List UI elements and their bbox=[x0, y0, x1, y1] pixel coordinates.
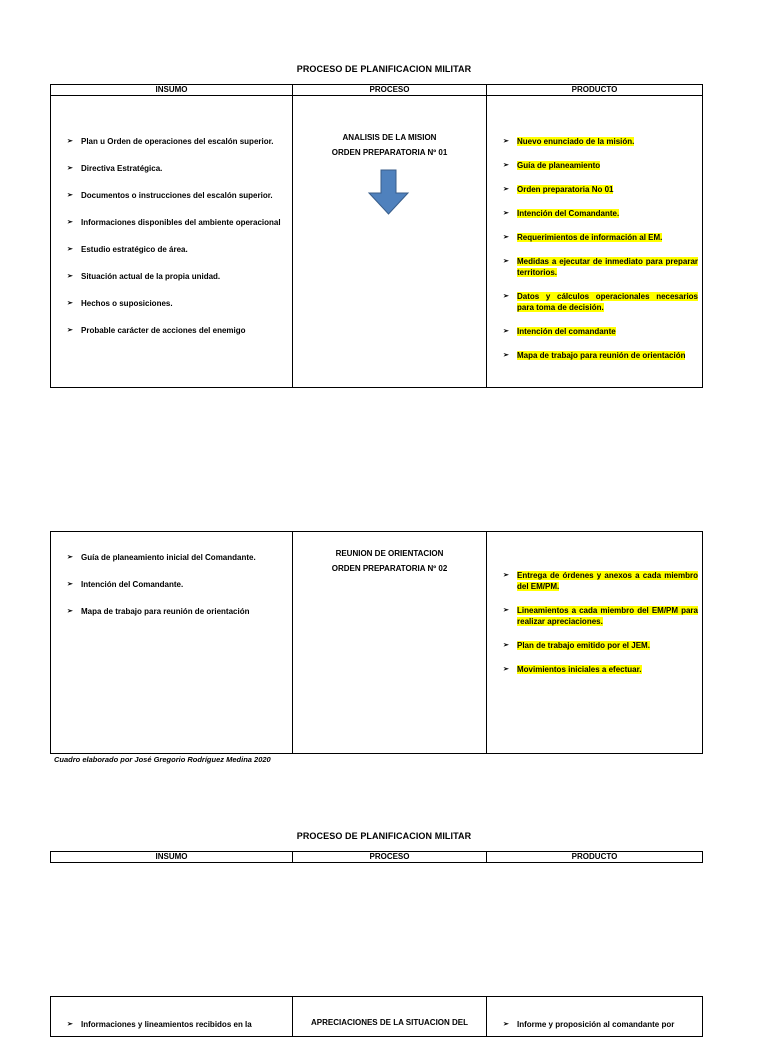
producto-list bbox=[487, 1019, 702, 1030]
content-row bbox=[51, 532, 703, 754]
proceso-cell bbox=[293, 997, 487, 1037]
list-item bbox=[51, 325, 288, 336]
list-item bbox=[51, 136, 288, 147]
list-item bbox=[487, 605, 698, 627]
bullet-icon: ➢ bbox=[67, 165, 73, 172]
bullet-icon: ➢ bbox=[503, 210, 509, 217]
bullet-icon: ➢ bbox=[503, 352, 509, 359]
bullet-icon: ➢ bbox=[503, 666, 509, 673]
insumo-cell bbox=[51, 532, 293, 754]
header-producto: PRODUCTO bbox=[487, 852, 703, 863]
insumo-list bbox=[51, 1019, 292, 1030]
bullet-icon: ➢ bbox=[67, 138, 73, 145]
planning-table-1 bbox=[50, 84, 703, 388]
insumo-list bbox=[51, 552, 292, 617]
list-item-text: Documentos o instrucciones del escalón superior. bbox=[81, 191, 273, 200]
header-row bbox=[51, 85, 703, 96]
list-item bbox=[51, 298, 288, 309]
list-item bbox=[487, 184, 698, 195]
bullet-icon: ➢ bbox=[67, 273, 73, 280]
bullet-icon: ➢ bbox=[67, 608, 73, 615]
list-item bbox=[487, 160, 698, 171]
bullet-icon: ➢ bbox=[503, 607, 509, 614]
planning-table-2 bbox=[50, 531, 703, 754]
bullet-icon: ➢ bbox=[503, 162, 509, 169]
bullet-icon: ➢ bbox=[67, 246, 73, 253]
header-insumo: INSUMO bbox=[51, 852, 293, 863]
list-item-text: Informaciones disponibles del ambiente operacional bbox=[81, 218, 281, 227]
process-name: ANALISIS DE LA MISION bbox=[342, 133, 437, 142]
process-name: APRECIACIONES DE LA SITUACION DEL bbox=[310, 1018, 469, 1027]
list-item bbox=[51, 606, 288, 617]
bullet-icon: ➢ bbox=[67, 300, 73, 307]
list-item-text: Guía de planeamiento bbox=[517, 161, 601, 170]
bullet-icon: ➢ bbox=[503, 138, 509, 145]
page-title: PROCESO DE PLANIFICACION MILITAR bbox=[296, 64, 472, 74]
producto-cell bbox=[487, 532, 703, 754]
list-item bbox=[51, 271, 288, 282]
list-item-text: Intención del comandante bbox=[517, 327, 616, 336]
process-name: REUNION DE ORIENTACION bbox=[335, 549, 444, 558]
list-item bbox=[487, 326, 698, 337]
list-item bbox=[487, 232, 698, 243]
down-arrow-icon bbox=[293, 168, 487, 218]
list-item bbox=[487, 664, 698, 675]
list-item-text: Intención del Comandante. bbox=[81, 580, 184, 589]
list-item-text: Entrega de órdenes y anexos a cada miembro del EM/PM. bbox=[517, 571, 698, 591]
insumo-cell bbox=[51, 997, 293, 1037]
list-item-text: Mapa de trabajo para reunión de orientación bbox=[517, 351, 686, 360]
producto-list bbox=[487, 570, 702, 675]
list-item-text: Estudio estratégico de área. bbox=[81, 245, 188, 254]
list-item bbox=[487, 570, 698, 592]
list-item bbox=[51, 217, 288, 228]
planning-table-3-header bbox=[50, 851, 703, 863]
list-item bbox=[487, 136, 698, 147]
list-item-text: Hechos o suposiciones. bbox=[81, 299, 173, 308]
list-item bbox=[487, 291, 698, 313]
content-row bbox=[51, 96, 703, 388]
bullet-icon: ➢ bbox=[503, 293, 509, 300]
header-insumo: INSUMO bbox=[51, 85, 293, 96]
insumo-list bbox=[51, 136, 292, 336]
footer-note: Cuadro elaborado por José Gregorio Rodríguez Medina 2020 bbox=[54, 755, 271, 764]
list-item bbox=[51, 552, 288, 563]
list-item-text: Plan de trabajo emitido por el JEM. bbox=[517, 641, 650, 650]
bullet-icon: ➢ bbox=[503, 572, 509, 579]
insumo-cell bbox=[51, 96, 293, 388]
header-row bbox=[51, 852, 703, 863]
list-item-text: Intención del Comandante. bbox=[517, 209, 620, 218]
list-item-text: Lineamientos a cada miembro del EM/PM para realizar apreciaciones. bbox=[517, 606, 698, 626]
list-item-text: Guía de planeamiento inicial del Comandante. bbox=[81, 553, 256, 562]
header-proceso: PROCESO bbox=[293, 852, 487, 863]
process-order: ORDEN PREPARATORIA Nº 01 bbox=[331, 148, 448, 157]
bullet-icon: ➢ bbox=[67, 1021, 73, 1028]
bullet-icon: ➢ bbox=[67, 581, 73, 588]
bullet-icon: ➢ bbox=[503, 328, 509, 335]
header-proceso: PROCESO bbox=[293, 85, 487, 96]
list-item: ➢ Informaciones y lineamientos recibidos en la bbox=[67, 1020, 252, 1029]
list-item bbox=[51, 244, 288, 255]
bullet-icon: ➢ bbox=[67, 192, 73, 199]
bullet-icon: ➢ bbox=[503, 642, 509, 649]
proceso-cell bbox=[293, 532, 487, 754]
planning-table-3 bbox=[50, 996, 703, 1037]
list-item-text: Orden preparatoria No 01 bbox=[517, 185, 614, 194]
bullet-icon: ➢ bbox=[503, 186, 509, 193]
bullet-icon: ➢ bbox=[67, 219, 73, 226]
list-item-text: Datos y cálculos operacionales necesarios para toma de decisión. bbox=[517, 292, 698, 312]
list-item bbox=[51, 579, 288, 590]
producto-cell bbox=[487, 96, 703, 388]
header-producto: PRODUCTO bbox=[487, 85, 703, 96]
list-item-text: Plan u Orden de operaciones del escalón superior. bbox=[81, 137, 274, 146]
list-item bbox=[487, 256, 698, 278]
bullet-icon: ➢ bbox=[67, 554, 73, 561]
producto-list bbox=[487, 136, 702, 361]
list-item-text: Probable carácter de acciones del enemigo bbox=[81, 326, 246, 335]
list-item-text: Directiva Estratégica. bbox=[81, 164, 163, 173]
bullet-icon: ➢ bbox=[503, 234, 509, 241]
list-item bbox=[51, 163, 288, 174]
list-item-text: Situación actual de la propia unidad. bbox=[81, 272, 221, 281]
list-item-text: Requerimientos de información al EM. bbox=[517, 233, 663, 242]
list-item-text: Movimientos iniciales a efectuar. bbox=[517, 665, 642, 674]
page-title-2: PROCESO DE PLANIFICACION MILITAR bbox=[296, 831, 472, 841]
bullet-icon: ➢ bbox=[67, 327, 73, 334]
list-item bbox=[51, 190, 288, 201]
list-item-text: Mapa de trabajo para reunión de orientación bbox=[81, 607, 250, 616]
bullet-icon: ➢ bbox=[503, 1021, 509, 1028]
list-item: ➢ Informe y proposición al comandante por bbox=[503, 1020, 675, 1029]
list-item bbox=[487, 350, 698, 361]
process-order: ORDEN PREPARATORIA Nº 02 bbox=[331, 564, 448, 573]
content-row bbox=[51, 997, 703, 1037]
list-item bbox=[487, 208, 698, 219]
bullet-icon: ➢ bbox=[503, 258, 509, 265]
list-item-text: Nuevo enunciado de la misión. bbox=[517, 137, 635, 146]
producto-cell bbox=[487, 997, 703, 1037]
list-item-text: Medidas a ejecutar de inmediato para preparar territorios. bbox=[517, 257, 698, 277]
proceso-cell bbox=[293, 96, 487, 388]
list-item bbox=[487, 640, 698, 651]
